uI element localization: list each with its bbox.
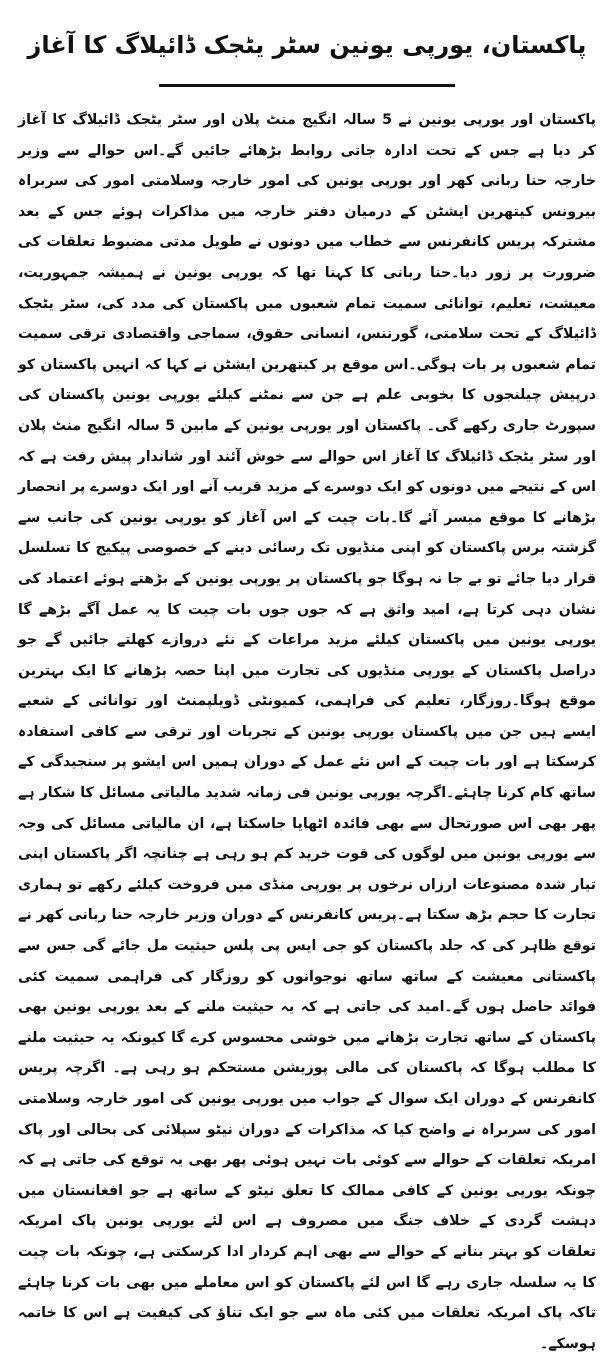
article-headline: پاکستان، یورپی یونین سٹر یٹجک ڈائیلاگ کا آغاز <box>27 31 587 59</box>
headline-divider <box>159 84 455 87</box>
article-body: پاکستان اور یورپی یونین نے 5 سالہ انگیج منٹ پلان اور سٹر یٹجک ڈائیلاگ کا آغاز کر دیا ہے جس کے تحت ادارہ جاتی روابط بڑھائے جائیں گے۔اس حوالے سے وزیر خارجہ حنا ربانی کھر اور یورپی یونین کی امور خارجہ وسلامتی امور کی سربراہ بیرونس کیتھرین ایشٹن کے درمیان دفتر خارجہ میں مذاکرات ہوئے جس کے بعد مشترکہ پریس کانفرنس سے خطاب میں دونوں نے طویل مدتی مضبوط تعلقات کی ضرورت پر زور دیا۔حنا ربانی کا کہنا تھا کہ یورپی یونین نے ہمیشہ جمہوریت، معیشت، تعلیم، توانائی سمیت تمام شعبوں میں پاکستان کی مدد کی، سٹر یٹجک ڈائیلاگ کے تحت سلامتی، گورننس، انسانی حقوق، سماجی واقتصادی ترقی سمیت تمام شعبوں پر بات ہوگی۔اس موقع پر کیتھرین ایشٹن نے کہا کہ انہیں پاکستان کو درپیش چیلنجوں کا بخوبی علم ہے جن سے نمٹنے کیلئے یورپی یونین پاکستان کی سپورٹ جاری رکھے گی۔ پاکستان اور یورپی یونین کے مابین 5 سالہ انگیج منٹ پلان اور سٹر یٹجک ڈائیلاگ کا آغاز اس حوالے سے خوش آئند اور شاندار پیش رفت ہے کہ اس کے نتیجے میں دونوں کو ایک دوسرے کے مزید قریب آنے اور ایک دوسرے پر انحصار بڑھانے کا موقع میسر آئے گا۔بات چیت کے اس آغاز کو یورپی یونین کی جانب سے گزشتہ برس پاکستان کو اپنی منڈیوں تک رسائی دینے کے خصوصی پیکیج کا تسلسل قرار دیا جائے تو بے جا نہ ہوگا جو پاکستان پر یورپی یونین کے بڑھتے ہوئے اعتماد کی نشان دہی کرتا ہے، امید واثق ہے کہ جوں جوں بات چیت کا یہ عمل آگے بڑھے گا یورپی یونین میں پاکستان کیلئے مزید مراعات کے نئے دروازے کھلتے جائیں گے جو دراصل پاکستان کے یورپی منڈیوں کی تجارت میں اپنا حصہ بڑھانے کا ایک بہترین موقع ہوگا۔روزگار، تعلیم کی فراہمی، کمیونٹی ڈویلپمنٹ اور توانائی کے شعبے ایسے ہیں جن میں پاکستان یورپی یونین کے تجربات اور ترقی سے کافی استفادہ کرسکتا ہے اور بات چیت کے اس نئے عمل کے دوران ہمیں اس ایشو پر سنجیدگی کے ساتھ کام کرنا چاہئے۔اگرچہ یورپی یونین فی زمانہ شدید مالیاتی مسائل کا شکار ہے پھر بھی اس صورتحال سے بھی فائدہ اٹھایا جاسکتا ہے، ان مالیاتی مسائل کی وجہ سے یورپی یونین میں لوگوں کی قوت خرید کم ہو رہی ہے چنانچہ اگر پاکستان اپنی تیار شدہ مصنوعات ارزاں نرخوں پر یورپی منڈی میں فروخت کیلئے رکھے تو ہماری تجارت کا حجم بڑھ سکتا ہے۔پریس کانفرنس کے دوران وزیر خارجہ حنا ربانی کھر نے توقع ظاہر کی کہ جلد پاکستان کو جی ایس پی پلس حیثیت مل جائے گی جس سے پاکستانی معیشت کے ساتھ ساتھ نوجوانوں کو روزگار کی فراہمی سمیت کئی فوائد حاصل ہوں گے۔امید کی جاتی ہے کہ یہ حیثیت ملنے کے بعد یورپی یونین بھی پاکستان کے ساتھ تجارت بڑھانے میں خوشی محسوس کرے گا کیونکہ یہ حیثیت ملنے کا مطلب ہوگا کہ پاکستان کی مالی پوزیشن مستحکم ہو رہی ہے۔ اگرچہ پریس کانفرنس کے دوران ایک سوال کے جواب میں یورپی یونین کی امور خارجہ وسلامتی امور کی سربراہ نے واضح کیا کہ مذاکرات کے دوران نیٹو سپلائی کی بحالی اور پاک امریکہ تعلقات کے حوالے سے کوئی بات نہیں ہوئی پھر بھی یہ توقع کی جاتی ہے کہ چونکہ یورپی یونین کے کافی ممالک کا تعلق نیٹو کے ساتھ ہے جو افغانستان میں دہشت گردی کے خلاف جنگ میں مصروف ہے اس لئے یورپی یونین پاک امریکہ تعلقات کو بہتر بنانے کے حوالے سے بھی اہم کردار ادا کرسکتی ہے، چونکہ بات چیت کا یہ سلسلہ جاری رہے گا اس لئے پاکستان کو اس معاملے میں بھی بات کرنا چاہئے تاکہ پاک امریکہ تعلقات میں کئی ماہ سے جو ایک تناؤ کی کیفیت ہے اس کا خاتمہ ہوسکے۔ <box>18 112 597 1352</box>
